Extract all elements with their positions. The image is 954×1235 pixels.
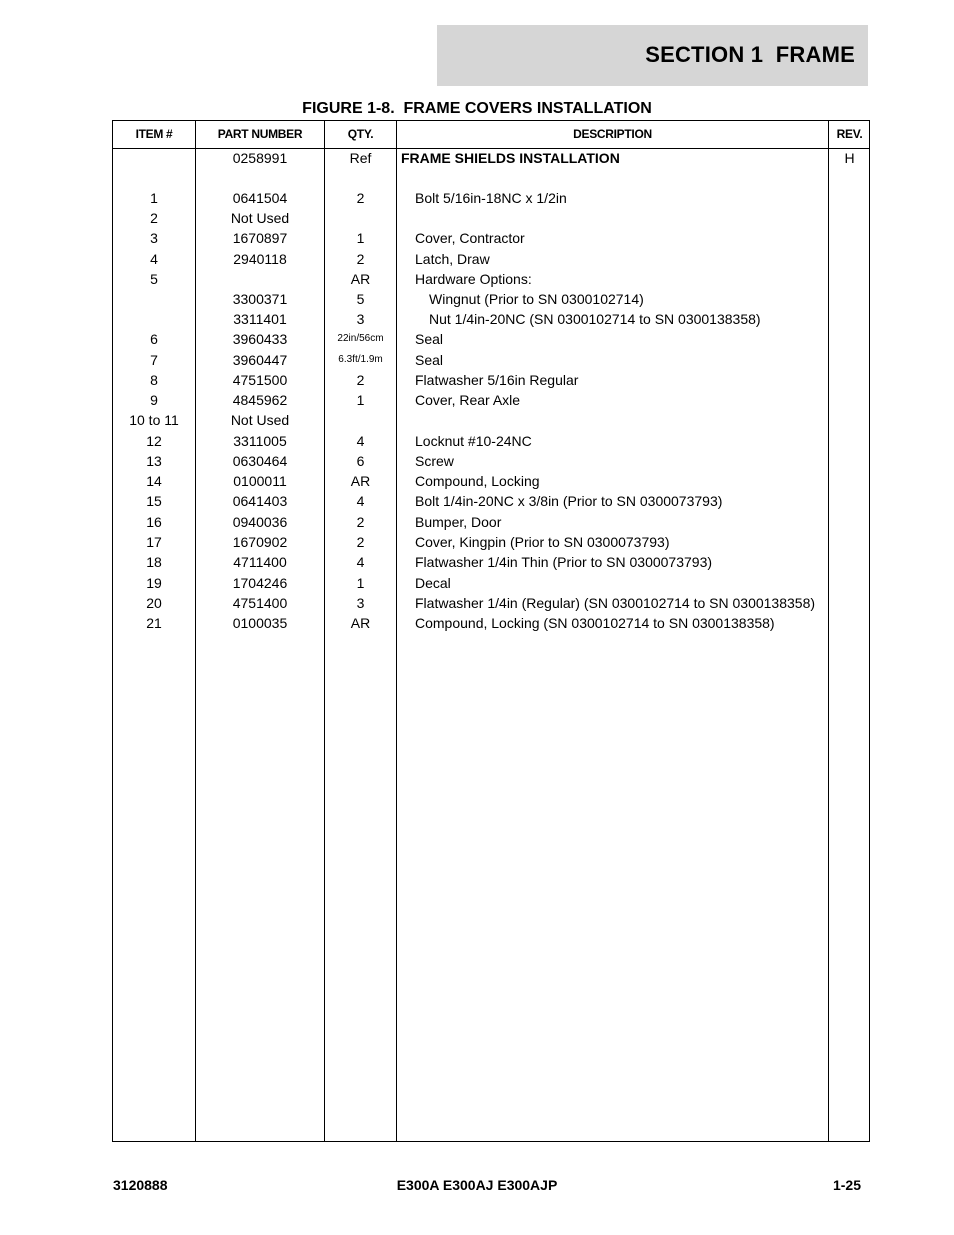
header-rev: REV.: [836, 127, 863, 141]
item-number: 14: [146, 473, 162, 489]
description: Latch, Draw: [415, 251, 490, 267]
table-row: [113, 370, 869, 390]
part-number: 0641504: [232, 190, 288, 206]
description: Flatwasher 5/16in Regular: [415, 372, 579, 388]
item-number: 18: [146, 554, 162, 570]
quantity: 2: [356, 372, 365, 388]
part-number: 0940036: [232, 514, 288, 530]
description: Seal: [415, 331, 444, 347]
quantity: 4: [356, 433, 365, 449]
item-number: 13: [146, 453, 162, 469]
item-number: 3: [150, 230, 158, 246]
item-number: 17: [146, 534, 162, 550]
table-row: [113, 431, 869, 451]
item-number: 6: [150, 331, 158, 347]
quantity: 2: [356, 251, 365, 267]
table-row: [113, 350, 869, 370]
table-row: [113, 148, 869, 168]
table-row: [113, 329, 869, 349]
part-number: 1670897: [232, 230, 288, 246]
item-number: 19: [146, 575, 162, 591]
table-row: [113, 532, 869, 552]
quantity: 6.3ft/1.9m: [338, 354, 383, 365]
table-row: [113, 410, 869, 430]
item-number: 2: [150, 210, 158, 226]
quantity: 1: [356, 392, 365, 408]
description: Seal: [415, 352, 444, 368]
table-row: [113, 613, 869, 633]
header-part-number: PART NUMBER: [217, 127, 303, 141]
description: Bolt 1/4in-20NC x 3/8in (Prior to SN 0300073793): [415, 493, 723, 509]
item-number: 8: [150, 372, 158, 388]
part-number: 1704246: [232, 575, 288, 591]
header-description: DESCRIPTION: [573, 127, 652, 141]
table-row: [113, 249, 869, 269]
table-row: [113, 188, 869, 208]
figure-title: FIGURE 1-8. FRAME COVERS INSTALLATION: [302, 100, 652, 117]
header-item: ITEM #: [135, 127, 173, 141]
quantity: 2: [356, 534, 365, 550]
item-number: 12: [146, 433, 162, 449]
part-number: 0100035: [232, 615, 288, 631]
part-number: 1670902: [232, 534, 288, 550]
description: Cover, Kingpin (Prior to SN 0300073793): [415, 534, 670, 550]
table-row: [113, 471, 869, 491]
part-number: 3960447: [232, 352, 288, 368]
quantity: 1: [356, 230, 365, 246]
table-row: [113, 552, 869, 572]
table-row: [113, 573, 869, 593]
part-number: 4751500: [232, 372, 288, 388]
description: Compound, Locking: [415, 473, 540, 489]
part-number: Not Used: [230, 412, 290, 428]
quantity: AR: [350, 473, 371, 489]
table-row: [113, 451, 869, 471]
part-number: 3960433: [232, 331, 288, 347]
description: Flatwasher 1/4in Thin (Prior to SN 0300073793): [415, 554, 713, 570]
part-number: 3311401: [233, 311, 287, 327]
table-row: [113, 512, 869, 532]
description: Locknut #10-24NC: [415, 433, 532, 449]
item-number: 5: [150, 271, 158, 287]
table-row: [113, 228, 869, 248]
description: Nut 1/4in-20NC (SN 0300102714 to SN 0300138358): [429, 311, 761, 327]
footer-models: E300A E300AJ E300AJP: [396, 1177, 558, 1193]
table-row: [113, 390, 869, 410]
table-row: [113, 491, 869, 511]
item-number: 20: [146, 595, 162, 611]
parts-table: [112, 120, 870, 1142]
table-row: [113, 289, 869, 309]
table-row: [113, 269, 869, 289]
part-number: Not Used: [230, 210, 290, 226]
description: Cover, Contractor: [415, 230, 525, 246]
part-number: 4751400: [232, 595, 288, 611]
item-number: 16: [146, 514, 162, 530]
description: Screw: [415, 453, 454, 469]
part-number: 4711400: [233, 554, 287, 570]
quantity: AR: [350, 271, 371, 287]
description: Wingnut (Prior to SN 0300102714): [429, 291, 644, 307]
part-number: 2940118: [233, 251, 287, 267]
quantity: Ref: [349, 150, 372, 166]
description: Decal: [415, 575, 451, 591]
item-number: 4: [150, 251, 158, 267]
table-row: [113, 593, 869, 613]
part-number: 3311005: [233, 433, 287, 449]
part-number: 3300371: [232, 291, 288, 307]
footer-page-number: 1-25: [832, 1177, 861, 1193]
footer-doc-number: 3120888: [113, 1177, 168, 1193]
description: Hardware Options:: [415, 271, 532, 287]
section-header: [437, 25, 868, 86]
description: Bolt 5/16in-18NC x 1/2in: [415, 190, 567, 206]
part-number: 0630464: [232, 453, 288, 469]
revision: H: [844, 150, 855, 166]
item-number: 9: [150, 392, 158, 408]
quantity: 3: [356, 595, 365, 611]
item-number: 15: [146, 493, 162, 509]
part-number: 0641403: [232, 493, 288, 509]
part-number: 0100011: [233, 473, 287, 489]
quantity: AR: [350, 615, 371, 631]
header-qty: QTY.: [347, 127, 374, 141]
quantity: 2: [356, 514, 365, 530]
quantity: 2: [356, 190, 365, 206]
table-row: [113, 208, 869, 228]
quantity: 5: [356, 291, 365, 307]
item-number: 7: [150, 352, 158, 368]
part-number: 4845962: [232, 392, 288, 408]
description: Bumper, Door: [415, 514, 502, 530]
quantity: 1: [356, 575, 365, 591]
item-number: 21: [146, 615, 162, 631]
section-title: SECTION 1 FRAME: [645, 42, 855, 67]
description: Flatwasher 1/4in (Regular) (SN 0300102714 to SN 0300138358): [415, 595, 816, 611]
description: Compound, Locking (SN 0300102714 to SN 0300138358): [415, 615, 775, 631]
part-number: 0258991: [232, 150, 288, 166]
item-number: 1: [150, 190, 158, 206]
quantity: 3: [356, 311, 365, 327]
description: FRAME SHIELDS INSTALLATION: [401, 150, 620, 166]
item-number: 10 to 11: [129, 412, 179, 428]
description: Cover, Rear Axle: [415, 392, 521, 408]
quantity: 6: [356, 453, 365, 469]
quantity: 4: [356, 493, 365, 509]
table-row: [113, 309, 869, 329]
quantity: 4: [356, 554, 365, 570]
quantity: 22in/56cm: [337, 333, 384, 344]
